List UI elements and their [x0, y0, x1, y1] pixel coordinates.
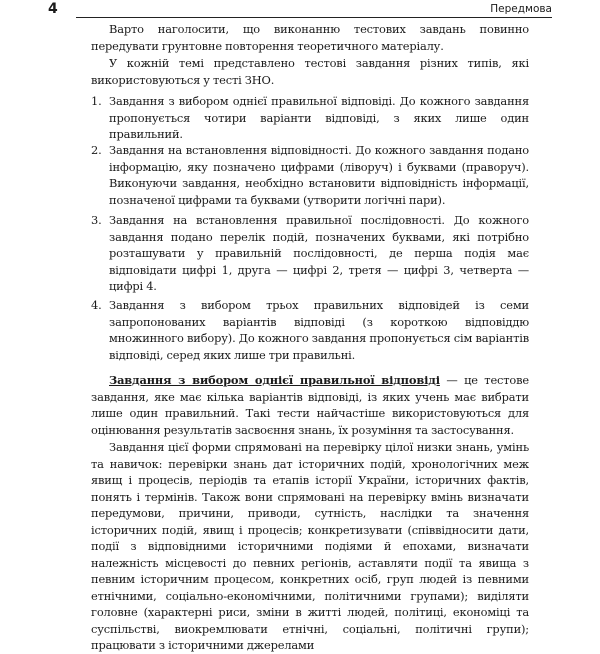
list-item-number: 4. — [91, 298, 102, 312]
list-item-number: 1. — [91, 94, 102, 108]
body-paragraph-rest: — це тестове завдання, яке має кілька варіантів відповіді, із яких учень має вибрати лише один правильний. Такі тести найчастіше використовуються для оцінювання результатів засвоєння знань, їх розуміння та застосування. — [91, 373, 529, 437]
list-item-number: 3. — [91, 213, 102, 227]
header-divider — [76, 17, 552, 18]
list-item — [91, 212, 529, 295]
body-paragraph — [91, 372, 529, 438]
running-section-title: Передмова — [490, 3, 552, 15]
list-item — [91, 142, 529, 208]
list-item — [91, 93, 529, 143]
list-item — [91, 297, 529, 363]
intro-paragraph: Варто наголосити, що виконанню тестових завдань повинно передувати грунтовне повторення теоретичного матеріалу. — [91, 22, 529, 53]
list-item-text: Завдання на встановлення правильної послідовності. До кожного завдання подано перелік подій, позначених буквами, які потрібно розташувати у правильній послідовності, де перша подія має відповідати цифрі 1, друга — цифрі 2, третя — цифрі 3, четверта — цифрі 4. — [109, 213, 529, 293]
list-item-text: Завдання з вибором однієї правильної відповіді. До кожного завдання пропонується чотири варіанти відповіді, з яких лише один правильний. — [109, 94, 529, 141]
intro-paragraph: У кожній темі представлено тестові завдання різних типів, які використовуються у тесті ЗНО. — [91, 56, 529, 87]
body-section — [91, 372, 529, 654]
body-paragraph: Завдання цієї форми спрямовані на перевірку цілої низки знань, умінь та навичок: перевірки знань дат історичних подій, хронологічних меж явищ і процесів, періодів та етапів історії України, історичних фактів, понять і термінів. Також вони спрямовані на перевірку вмінь визначати передумови, причини, приводи, сутність, наслідки та значення історичних подій, явищ і процесів; конкретизувати (співвідносити дати, події з відповідними історичними подіями й епохами, визначати належність місцевості до певних регіонів, аставляти події та явища з певним історичним процесом, конкретних осіб, груп людей із певними етнічними, соціально-економічними, політичними групами); виділяти головне (характерні риси, зміни в житті людей, політиці, економіці та суспільстві, виокремлювати етнічні, соціальні, політичні групи); працювати з історичними джерелами — [91, 440, 529, 652]
page-number: 4 — [48, 1, 58, 17]
list-item-text: Завдання на встановлення відповідності. До кожного завдання подано інформацію, яку позначено цифрами (ліворуч) і буквами (праворуч). Виконуючи завдання, необхідно встановити відповідність інформації, позначеної цифрами та буквами (утворити логічні пари). — [109, 143, 529, 207]
list-item-text: Завдання з вибором трьох правильних відповідей із семи запропонованих варіантів відповіді (з короткою відповіддю множинного вибору). До кожного завдання пропонується сім варіантів відповіді, серед яких лише три правильні. — [109, 298, 529, 362]
page-header — [48, 0, 552, 20]
lead-term: Завдання з вибором однієї правильної відповіді — [109, 373, 440, 387]
list-item-number: 2. — [91, 143, 102, 157]
intro-section — [91, 21, 529, 88]
